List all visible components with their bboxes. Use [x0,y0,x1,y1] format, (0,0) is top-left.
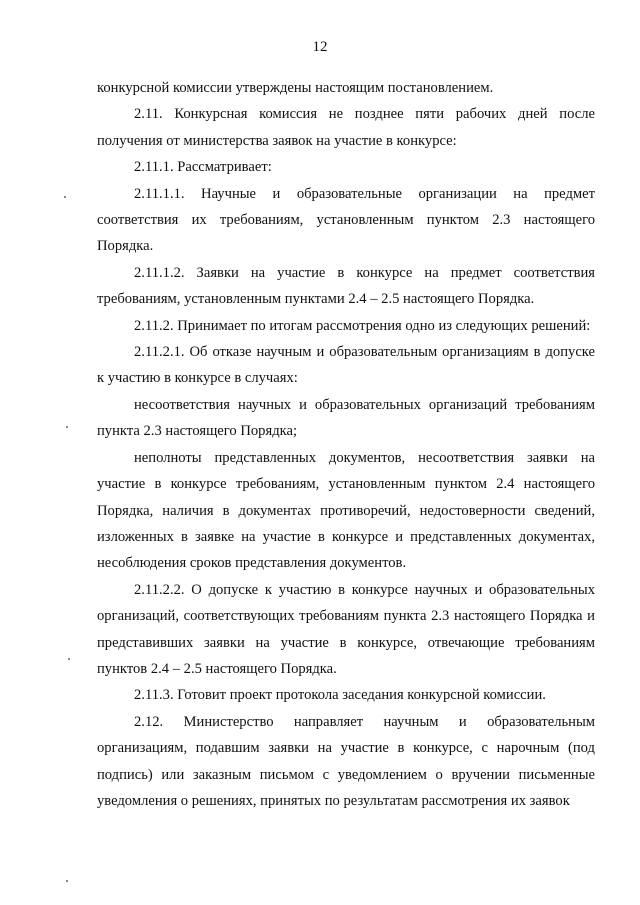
paragraph-2-11-3: 2.11.3. Готовит проект протокола заседания конкурсной комиссии. [134,687,546,704]
paragraph-2-11-2: 2.11.2. Принимает по итогам рассмотрения одно из следующих решений: [134,317,591,334]
paragraph-2-11-2-1: 2.11.2.1. Об отказе научным и образовательным организациям в допуске к участию в конкурсе в случаях: [97,344,595,387]
paragraph-2-11-1-1: 2.11.1.1. Научные и образовательные организации на предмет соответствия их требованиям, установленным пунктом 2.3 настоящего Порядка. [97,185,595,255]
paragraph-2-11-1-2: 2.11.1.2. Заявки на участие в конкурсе на предмет соответствия требованиям, установленным пунктами 2.4 – 2.5 настоящего Порядка. [97,264,595,308]
paragraph-2-12: 2.12. Министерство направляет научным и образовательным организациям, подавшим заявки на участие в конкурсе, с нарочным (под подпись) или заказным письмом с уведомлением о вручении письменные уведомления о решениях, принятых по результатам рассмотрения их заявок [97,713,595,809]
document-body [97,75,595,814]
scan-speck [64,196,66,198]
paragraph-case-1: несоответствия научных и образовательных организаций требованиям пункта 2.3 настоящего Порядка; [97,396,595,440]
paragraph-2-11: 2.11. Конкурсная комиссия не позднее пяти рабочих дней после получения от министерства заявок на участие в конкурсе: [97,106,595,149]
paragraph-2-11-1: 2.11.1. Рассматривает: [134,159,272,176]
paragraph-continuation: конкурсной комиссии утверждены настоящим постановлением. [97,80,494,96]
scan-speck [66,426,68,428]
scan-speck [66,880,68,882]
scan-speck [68,658,70,660]
paragraph-2-11-2-2: 2.11.2.2. О допуске к участию в конкурсе научных и образовательных организаций, соответствующих требованиям пункта 2.3 настоящего Порядка и представивших заявки на участие в конкурсе, отвечающие требованиям пунктов 2.4 – 2.5 настоящего Порядка. [97,581,595,677]
paragraph-case-2: неполноты представленных документов, несоответствия заявки на участие в конкурсе требованиям, установленным пунктом 2.4 настоящего Порядка, наличия в документах противоречий, недостоверности сведений, изложенных в заявке на участие в конкурсе и представленных документах, несоблюдения сроков представления документов. [97,449,595,572]
page-number: 12 [312,39,328,55]
